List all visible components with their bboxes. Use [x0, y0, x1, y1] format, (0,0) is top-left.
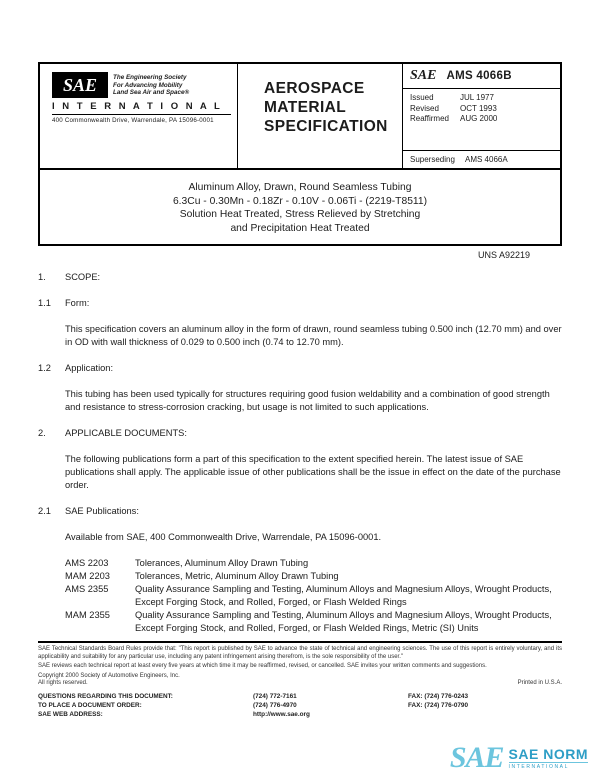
revision-history — [403, 89, 560, 151]
revised-row — [410, 104, 553, 115]
sae-tagline — [113, 72, 189, 97]
sae-international-label: I N T E R N A T I O N A L — [52, 101, 231, 115]
reference-desc: Quality Assurance Sampling and Testing, Aluminum Alloys and Magnesium Alloys, Wrought Products, Except Forging Stock, and Rolled, Forged, or Flash Welded Rings — [135, 584, 552, 607]
contact-phone: (724) 776-4970 — [253, 701, 297, 709]
sae-norm-title: SAE NORM — [508, 745, 588, 762]
issued-row — [410, 93, 553, 104]
superseding-row — [403, 151, 560, 168]
sae-logo — [52, 72, 108, 98]
reaffirmed-date: AUG 2000 — [460, 114, 498, 123]
tagline-line: The Engineering Society — [113, 74, 187, 81]
reference-desc: Quality Assurance Sampling and Testing, Aluminum Alloys and Magnesium Alloys, Wrought Products, Except Forging Stock, and Rolled, Forged, or Flash Welded Rings, Metric (SI) Units — [135, 610, 552, 633]
spec-body — [38, 271, 562, 635]
reference-item — [65, 557, 562, 570]
doc-number: AMS 4066B — [446, 70, 512, 82]
standards-board-notice: SAE Technical Standards Board Rules provide that: "This report is published by SAE to advance the state of technical and engineering sciences. The use of this report is entirely voluntary, and its applicability and suitability for any particular use, including any patent infringement arising therefrom, is the sole responsibility of the user." — [38, 646, 562, 660]
reaffirmed-row — [410, 114, 553, 125]
section-heading-applicable-documents — [38, 427, 562, 440]
sae-badge-logo: SAE — [410, 68, 437, 83]
spec-title-block — [38, 170, 562, 246]
section-number: 2. — [38, 428, 46, 438]
contact-row-web — [38, 710, 562, 719]
doc-type-line: SPECIFICATION — [264, 118, 388, 135]
reference-desc: Tolerances, Metric, Aluminum Alloy Drawn Tubing — [135, 571, 339, 581]
sae-letterhead — [40, 64, 237, 168]
section-heading-application — [38, 362, 562, 375]
paragraph-sae-publications: Available from SAE, 400 Commonwealth Drive, Warrendale, PA 15096-0001. — [65, 532, 382, 542]
sae-norm-glyph: SAE — [449, 741, 504, 774]
contact-label: SAE WEB ADDRESS: — [38, 710, 103, 718]
spec-condition-line-2: and Precipitation Heat Treated — [230, 222, 370, 234]
contact-fax: FAX: (724) 776-0243 — [408, 692, 469, 700]
section-title: SAE Publications: — [65, 506, 139, 516]
contact-fax-empty — [408, 710, 562, 719]
section-heading-sae-publications — [38, 505, 562, 518]
document-type-title — [237, 64, 403, 168]
reaffirmed-label: Reaffirmed — [410, 114, 449, 123]
spec-composition-line: 6.3Cu - 0.30Mn - 0.18Zr - 0.10V - 0.06Ti - (2219-T8511) — [172, 195, 428, 207]
section-title: Application: — [65, 363, 114, 373]
reference-item — [65, 570, 562, 583]
sae-norm-text-block — [509, 747, 588, 770]
issued-date: JUL 1977 — [460, 93, 494, 102]
section-heading-scope — [38, 271, 562, 284]
spec-title-line: Aluminum Alloy, Drawn, Round Seamless Tubing — [188, 182, 412, 193]
paragraph-application: This tubing has been used typically for structures requiring good fusion weldability and a combination of good strength and resistance to stress-corrosion cracking, but usage is not limited to such applications. — [65, 389, 550, 412]
sae-address: 400 Commonwealth Drive, Warrendale, PA 15096-0001 — [52, 117, 214, 124]
doc-id-badge — [403, 64, 560, 168]
reference-item — [65, 583, 562, 609]
section-title: APPLICABLE DOCUMENTS: — [65, 428, 187, 438]
contact-block — [38, 692, 562, 719]
doc-type-line: AEROSPACE — [264, 80, 365, 97]
contact-label: TO PLACE A DOCUMENT ORDER: — [38, 701, 142, 709]
doc-number-row — [403, 64, 560, 89]
reference-list — [65, 557, 562, 635]
sae-norm-subtitle: INTERNATIONAL — [509, 762, 588, 770]
paragraph-form: This specification covers an aluminum alloy in the form of drawn, round seamless tubing 0.500 inch (12.70 mm) and over in OD with wall thickness of 0.029 to 0.500 inch (0.74 to 12.70 mm). — [65, 324, 562, 347]
section-number: 1.2 — [38, 363, 51, 373]
document-header — [38, 62, 562, 170]
copyright-row — [38, 673, 562, 688]
superseding-label: Superseding — [410, 155, 455, 164]
revised-date: OCT 1993 — [460, 103, 497, 113]
reference-code: MAM 2355 — [65, 610, 110, 620]
document-footer — [38, 641, 562, 719]
rights-line: All rights reserved. — [38, 680, 88, 687]
reference-item — [65, 609, 562, 635]
copyright-line: Copyright 2000 Society of Automotive Engineers, Inc. — [38, 672, 180, 679]
contact-fax: FAX: (724) 776-0790 — [408, 701, 469, 709]
review-notice: SAE reviews each technical report at least every five years at which time it may be reaffirmed, revised, or cancelled. SAE invites your written comments and suggestions. — [38, 663, 487, 670]
uns-number: UNS A92219 — [477, 250, 530, 260]
superseding-number: AMS 4066A — [465, 155, 508, 164]
contact-row-orders — [38, 701, 562, 710]
section-title: SCOPE: — [65, 272, 101, 282]
doc-type-line: MATERIAL — [264, 99, 347, 116]
printed-in-usa: Printed in U.S.A. — [517, 680, 562, 687]
sae-norm-logo — [446, 741, 588, 774]
tagline-line: For Advancing Mobility — [113, 81, 183, 89]
issued-label: Issued — [410, 93, 434, 102]
reference-code: AMS 2203 — [65, 558, 109, 568]
contact-phone: (724) 772-7161 — [253, 692, 297, 700]
section-heading-form — [38, 297, 562, 310]
reference-code: MAM 2203 — [65, 571, 110, 581]
paragraph-applicable-documents: The following publications form a part of this specification to the extent specified herein. The latest issue of SAE publications shall apply. The applicable issue of other publications shall be the issue in effect on the date of the purchase order. — [65, 454, 561, 490]
copyright-block — [38, 673, 180, 688]
contact-label: QUESTIONS REGARDING THIS DOCUMENT: — [38, 692, 173, 700]
reference-desc: Tolerances, Aluminum Alloy Drawn Tubing — [135, 558, 309, 568]
reference-code: AMS 2355 — [65, 584, 109, 594]
tagline-line: Land Sea Air and Space® — [113, 89, 190, 97]
spec-condition-line: Solution Heat Treated, Stress Relieved by Stretching — [179, 209, 421, 220]
revised-label: Revised — [410, 103, 439, 113]
section-number: 1. — [38, 272, 46, 282]
section-number: 2.1 — [38, 506, 51, 516]
sae-logo-row — [52, 72, 231, 98]
contact-row-questions — [38, 692, 562, 701]
contact-url: http://www.sae.org — [253, 710, 310, 718]
sae-logo-text: SAE — [62, 74, 98, 95]
section-number: 1.1 — [38, 298, 51, 308]
section-title: Form: — [65, 298, 90, 308]
